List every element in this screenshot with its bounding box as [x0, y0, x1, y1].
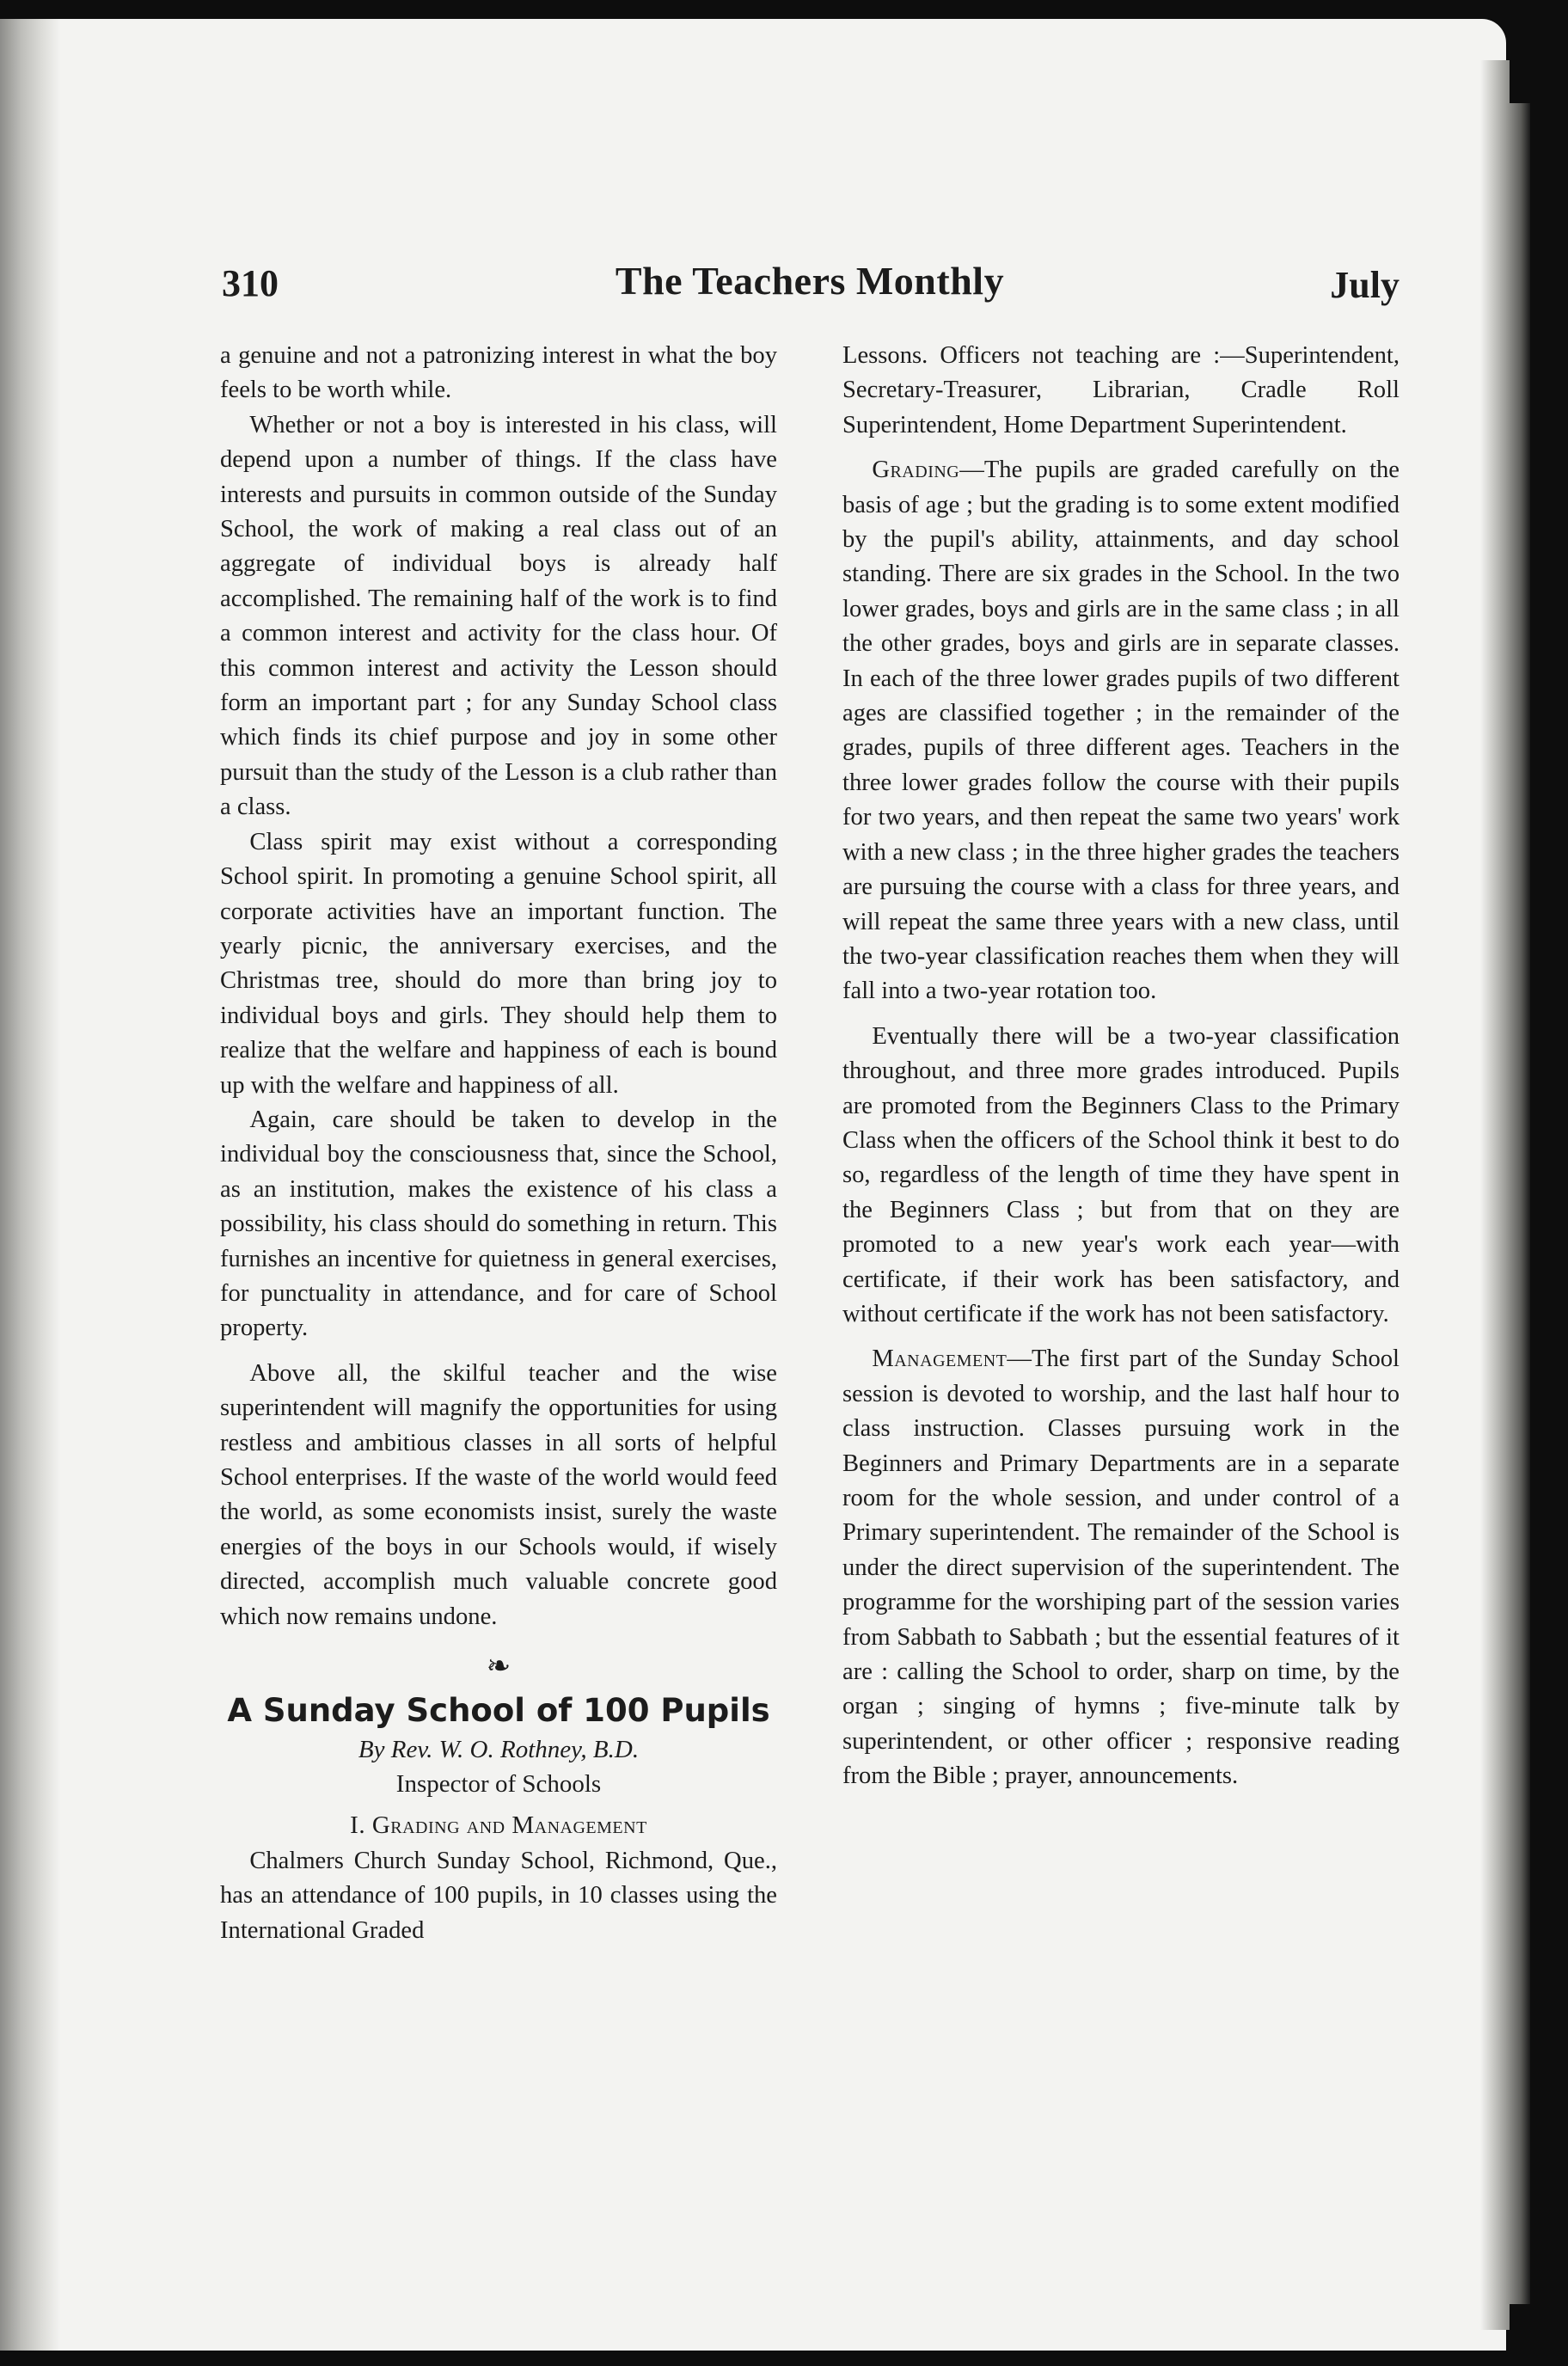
binding-gutter-shadow [0, 19, 60, 2351]
paragraph: Lessons. Officers not teaching are :—Superintendent, Secretary-Treasurer, Librarian, Cradle Roll Superintendent, Home Department Superintendent. [842, 342, 1400, 438]
paragraph: Chalmers Church Sunday School, Richmond, Que., has an attendance of 100 pupils, in 10 classes using the International Graded [220, 1848, 777, 1944]
running-head [220, 258, 1400, 310]
paragraph: Eventually there will be a two-year classification throughout, and three more grades introduced. Pupils are promoted from the Beginners Class to the Primary Class when the officers of the School think it best to do so, regardless of the length of time they have spent in the Beginners Class ; but from that on they are promoted to a new year's work each year—with certificate, if their work has been satisfactory, and without certificate if the work has not been satisfactory. [842, 1022, 1400, 1327]
text-columns [220, 339, 1400, 1948]
page-edge-shadow [1480, 60, 1510, 2330]
paragraph: Again, care should be taken to develop in the individual boy the consciousness that, since the School, as an institution, makes the existence of his class a possibility, his class should do something in return. This furnishes an incentive for quietness in general exercises, for punctuality in attendance, and for care of School property. [220, 1106, 777, 1342]
section-heading: I. Grading and Management [350, 1811, 647, 1840]
paragraph-text: —The pupils are graded carefully on the basis of age ; but the grading is to some extent modified by the pupil's ability, attainments, and day school standing. There are six grades in the School. In the two lower grades, boys and girls are in the same class ; in all the other grades, boys and girls are in separate classes. In each of the three lower grades pupils of two different ages are classified together ; in the remainder of the grades, pupils of three different ages. Teachers in the three lower grades follow the course with their pupils for two years, and then repeat the same two years' work with a new class ; in the three higher grades the teachers are pursuing the course with a class for three years, and will repeat the same three years with a new class, until the two-year classification reaches them when they will fall into a two-year rotation too. [842, 457, 1400, 1005]
article-title: A Sunday School of 100 Pupils [227, 1692, 770, 1730]
author-role: Inspector of Schools [395, 1770, 602, 1799]
paragraph: Whether or not a boy is interested in his class, will depend upon a number of things. If the class have interests and pursuits in common outside of the Sunday School, the work of making a real class out of an aggregate of individual boys is already half accomplished. The remaining half of the work is to find a common interest and activity for the class hour. Of this common interest and activity the Lesson should form an important part ; for any Sunday School class which finds its chief purpose and joy in some other pursuit than the study of the Lesson is a club rather than a class. [220, 411, 777, 821]
paragraph-grading [842, 453, 1400, 1009]
page-number: 310 [222, 262, 279, 304]
paragraph: Class spirit may exist without a corresponding School spirit. In promoting a genuine School spirit, all corporate activities have an important function. The yearly picnic, the anniversary exercises, and the Christmas tree, should do more than bring joy to individual boys and girls. They should help them to realize that the welfare and happiness of each is bound up with the welfare and happiness of all. [220, 828, 777, 1099]
page-content [220, 258, 1400, 1948]
journal-title: The Teachers Monthly [615, 259, 1005, 303]
run-in-heading: Management [872, 1345, 1008, 1373]
left-column [220, 339, 777, 1948]
run-in-heading: Grading [872, 457, 960, 484]
paragraph: a genuine and not a patronizing interest in what the boy feels to be worth while. [220, 342, 777, 404]
author-byline: By Rev. W. O. Rothney, B.D. [358, 1736, 640, 1764]
issue-month: July [1330, 264, 1400, 306]
right-column [842, 339, 1400, 1948]
ornament-icon: ❧ [486, 1651, 511, 1683]
page-stack-edge [1506, 103, 1530, 2304]
paragraph: Above all, the skilful teacher and the wise superintendent will magnify the opportunities for using restless and ambitious classes in all sorts of helpful School enterprises. If the waste of the world would feed the world, as some economists insist, surely the waste energies of the boys in our Schools would, if wisely directed, accomplish much valuable concrete good which now remains undone. [220, 1359, 777, 1630]
paragraph-management [842, 1342, 1400, 1793]
paragraph-text: —The first part of the Sunday School session is devoted to worship, and the last half hour to class instruction. Classes pursuing work in the Beginners and Primary Departments are in a separate room for the whole session, and under control of a Primary superintendent. The remainder of the School is under the direct supervision of the superintendent. The programme for the worshiping part of the session varies from Sabbath to Sabbath ; but the essential features of it are : calling the School to order, sharp on time, by the organ ; singing of hymns ; five-minute talk by superintendent, or other officer ; responsive reading from the Bible ; prayer, announcements. [842, 1345, 1400, 1790]
